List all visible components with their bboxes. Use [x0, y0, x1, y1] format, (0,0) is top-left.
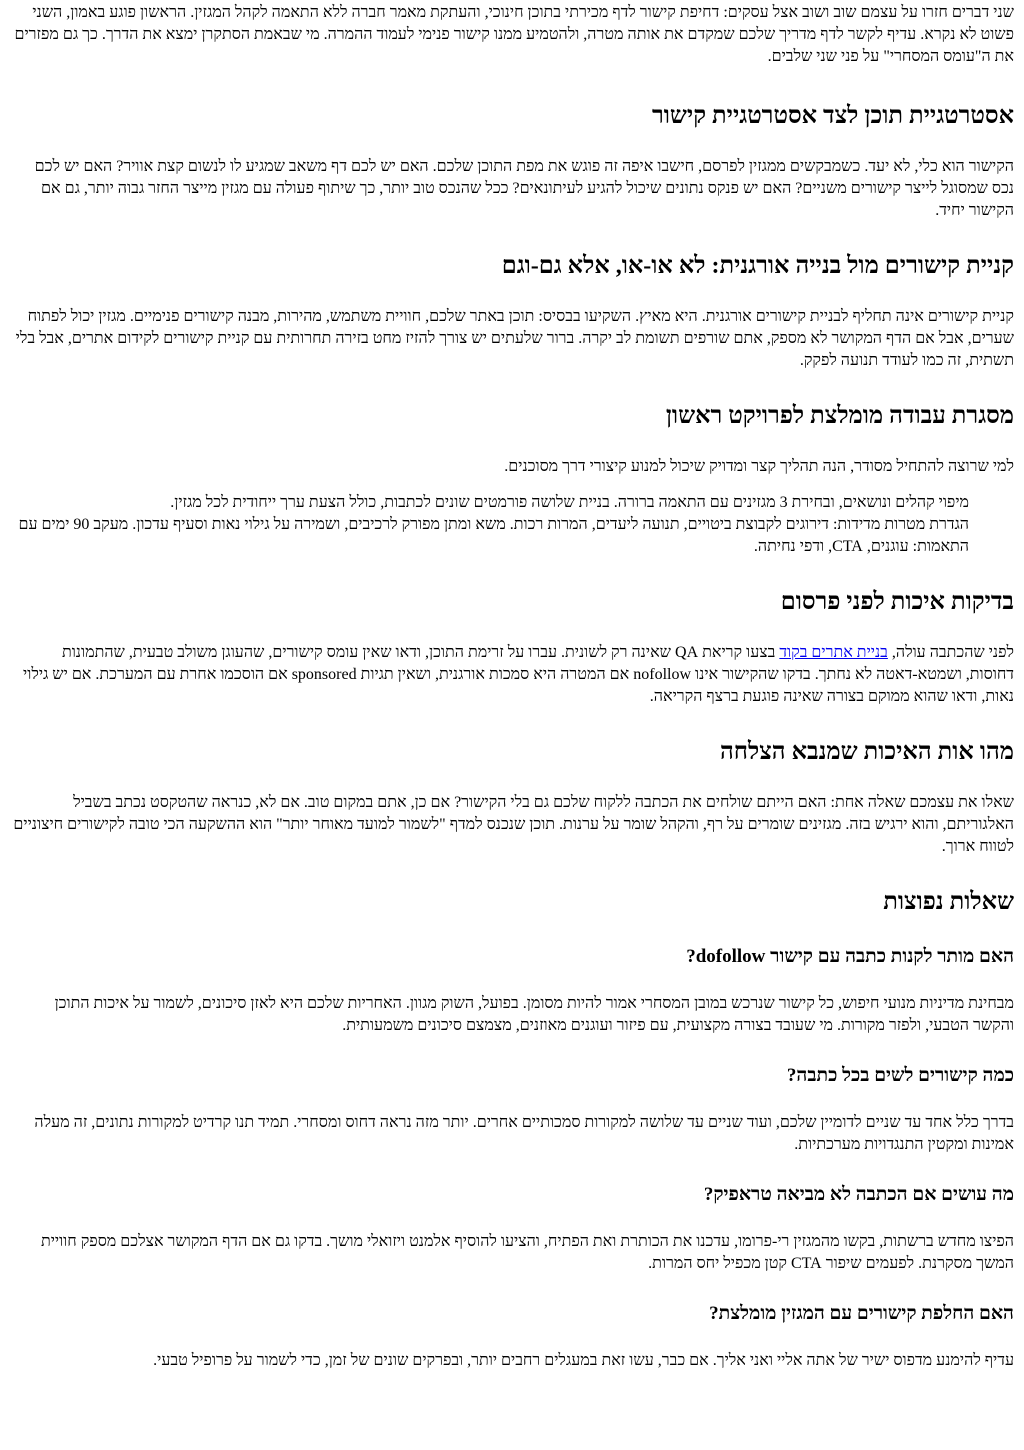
section-body-qa [10, 642, 1014, 708]
section-intro-framework: למי שרוצה להתחיל מסודר, הנה תהליך קצר ומדויק שיכול למנוע קיצורי דרך מסוכנים. [504, 458, 1014, 475]
section-title-framework: מסגרת עבודה מומלצת לפרויקט ראשון [665, 403, 1014, 429]
intro-paragraph: שני דברים חזרו על עצמם שוב ושוב אצל עסקים: דחיפת קישור לדף מכירתי בתוכן חינוכי, והעתקת מאמר חברה ללא התאמה לקהל המגזין. הראשון פוגע באמון, השני פשוט לא נקרא. עדיף לקשר לדף מדריך שלכם שמקדם את אותה מטרה, ולהטמיע ממנו קישור פנימי לעמוד ההמרה. מי שבאמת הסתקרן ימצא את הדרך. כך גם מפזרים את ה"עומס המסחרי" על פני שני שלבים. [14, 4, 1014, 65]
faq-question: האם מותר לקנות כתבה עם קישור dofollow? [686, 946, 1014, 967]
section-title-faq: שאלות נפוצות [883, 889, 1014, 915]
list-item: הגדרת מטרות מדידות: דירוגים לקבוצת ביטויים, תנועה ליעדים, המרות רכות. משא ומתן מפורק לרכיבים, ושמירה על גילוי נאות וסעיף עדכון. מעקב 90 ימים עם התאמות: עוגנים, CTA, ודפי נחיתה. [18, 516, 969, 555]
section-title-buying: קניית קישורים מול בנייה אורגנית: לא או-או, אלא גם-וגם [501, 253, 1014, 279]
faq-answer: עדיף להימנע מדפוס ישיר של אתה אליי ואני אליך. אם כבר, עשו זאת במעגלים רחבים יותר, ובפרקים שונים של זמן, כדי לשמור על פרופיל טבעי. [153, 1352, 1014, 1369]
section-body-signal: שאלו את עצמכם שאלה אחת: האם הייתם שולחים את הכתבה ללקוח שלכם גם בלי הקישור? אם כן, אתם במקום טוב. אם לא, כנראה שהטקסט נכתב בשביל האלגוריתם, והוא ירגיש בזה. מגזינים שומרים על רף, והקהל שומר על ערנות. תוכן שנכנס למדף "לשמור למועד מאוחר יותר" הוא ההשקעה הכי טובה לקישורים חיצוניים לטווח ארוך. [13, 794, 1014, 855]
section-title-strategy: אסטרטגיית תוכן לצד אסטרטגיית קישור [651, 103, 1014, 129]
section-title-signal: מהו אות האיכות שמנבא הצלחה [720, 739, 1014, 765]
faq-question: מה עושים אם הכתבה לא מביאה טראפיק? [703, 1184, 1014, 1205]
framework-steps-list [10, 492, 1014, 558]
section-body-strategy: הקישור הוא כלי, לא יעד. כשמבקשים ממגזין לפרסם, חישבו איפה זה פוגש את מפת התוכן שלכם. האם יש לכם דף משאב שמגיע לו לנשום קצת אוויר? האם יש לכם נכס שמסוגל לייצר קישורים משניים? האם יש פנקס נתונים שיכול להגיע לעיתונאים? ככל שהנכס טוב יותר, כך שיתוף פעולה עם מגזין מייצר החזר גבוה יותר, גם אם הקישור יחיד. [34, 158, 1014, 219]
faq-answer: הפיצו מחדש ברשתות, בקשו מהמגזין רי-פרומו, עדכנו את הכותרת ואת הפתיח, והציעו להוסיף אלמנט ויזואלי מושך. בדקו גם אם הדף המקושר אצלכם מספק חוויית המשך מסקרנת. לפעמים שיפור CTA קטן מכפיל יחס המרות. [40, 1233, 1014, 1272]
qa-inline-link[interactable]: בניית אתרים בקוד [779, 644, 888, 661]
list-item: מיפוי קהלים ונושאים, ובחירת 3 מגזינים עם התאמה ברורה. בניית שלושה פורמטים שונים לכתבות, כולל הצעת ערך ייחודית לכל מגזין. [170, 494, 969, 511]
qa-text-before-link: לפני שהכתבה עולה, [887, 644, 1014, 661]
faq-answer: מבחינת מדיניות מנועי חיפוש, כל קישור שנרכש במובן המסחרי אמור להיות מסומן. בפועל, השוק מגוון. האחריות שלכם היא לאזן סיכונים, לשמור על איכות התוכן והקשר הטבעי, ולפזר מקורות. מי שעובד בצורה מקצועית, עם פיזור ועוגנים מאוזנים, מצמצם סיכונים משמעותית. [54, 995, 1014, 1034]
faq-question: כמה קישורים לשים בכל כתבה? [786, 1065, 1014, 1086]
section-title-qa: בדיקות איכות לפני פרסום [780, 589, 1014, 615]
faq-answer: בדרך כלל אחד עד שניים לדומיין שלכם, ועוד שניים עד שלושה למקורות סמכותיים אחרים. יותר מזה נראה דחוס ומסחרי. תמיד תנו קרדיט למקורות נתונים, זה מעלה אמינות ומקטין התנגדויות מערכתיות. [34, 1114, 1014, 1153]
faq-question: האם החלפת קישורים עם המגזין מומלצת? [709, 1303, 1014, 1324]
section-body-buying: קניית קישורים אינה תחליף לבניית קישורים אורגנית. היא מאיץ. השקיעו בבסיס: תוכן באתר שלכם, חוויית משתמש, מהירות, מבנה קישורים פנימיים. מגזין יכול לפתוח שערים, אבל אם הדף המקושר לא מספק, אתם שורפים תשומת לב יקרה. ברור שלעתים יש צורך להזיז מחט בזירה תחרותית עם קניית קישורים לקידום אתרים, אבל בלי תשתית, זה כמו לעודד תנועה לפקק. [15, 308, 1014, 369]
qa-text-after-link: בצעו קריאת QA שאינה רק לשונית. עברו על זרימת התוכן, ודאו שאין עומס קישורים, שהעוגן משולב טבעית, שהתמונות דחוסות, ושמטא-דאטה לא נחתך. בדקו שהקישור אינו nofollow אם המטרה היא סמכות אורגנית, ושאין תגיות sponsored אם הוסכמו אחרת עם המערכת. אם יש גילוי נאות, ודאו שהוא ממוקם בצורה שאינה פוגעת ברצף הקריאה. [23, 644, 1014, 705]
article [0, 2, 1024, 1372]
